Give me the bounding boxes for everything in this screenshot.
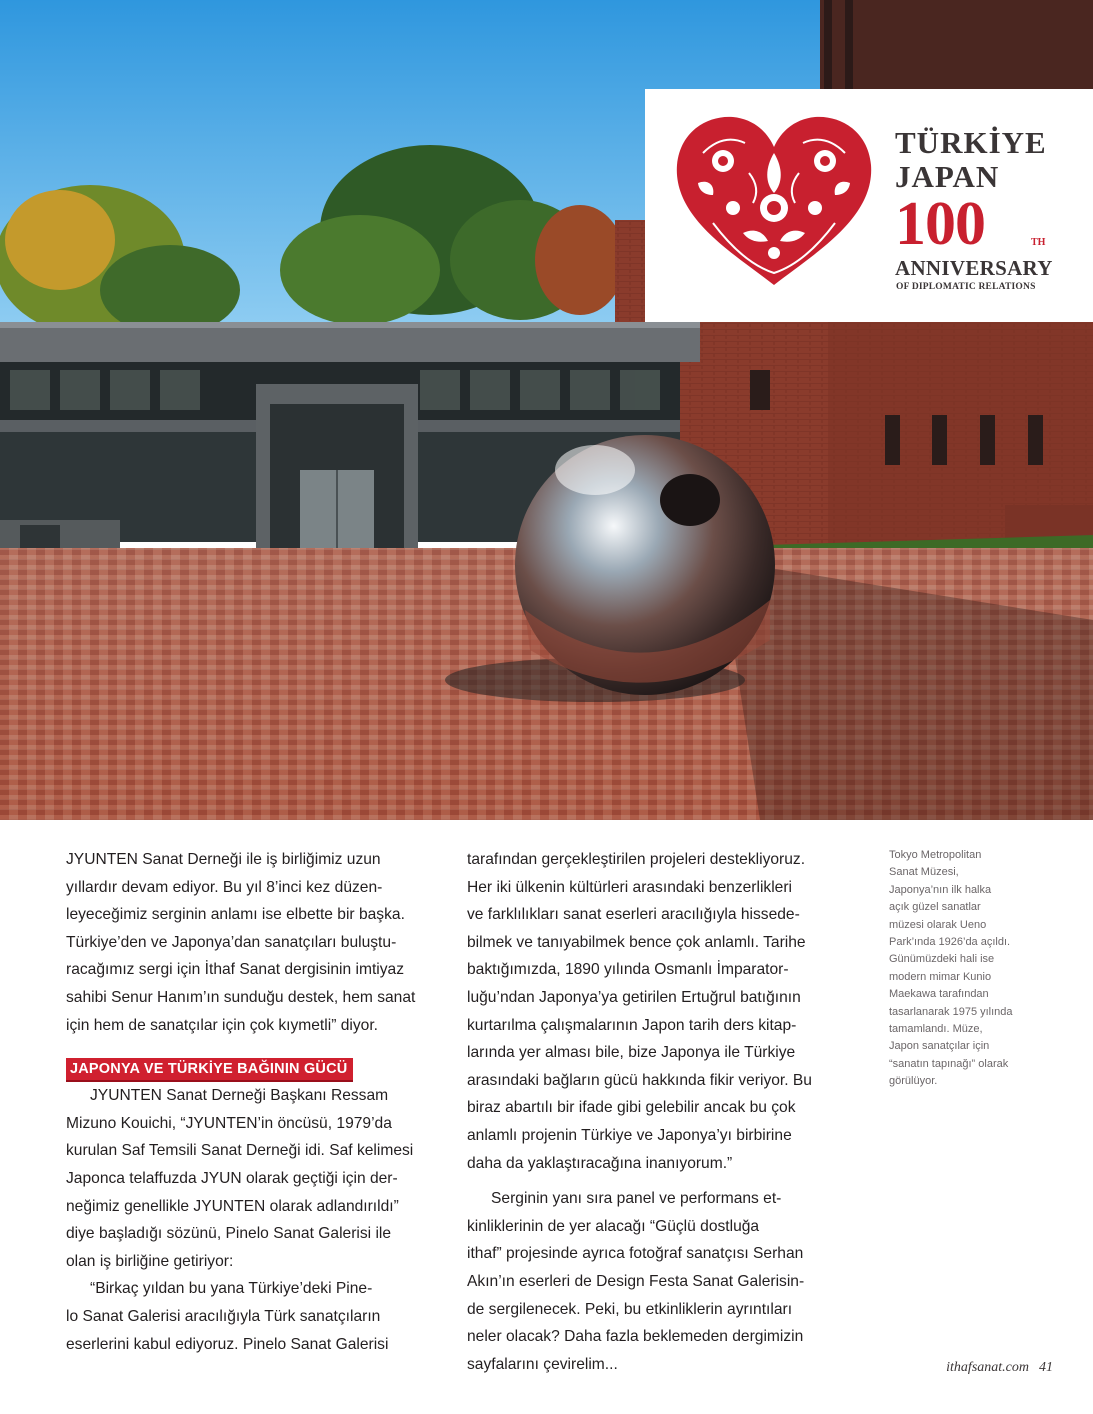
- paragraph: JYUNTEN Sanat Derneği ile iş birliğimiz uzun yıllardır devam ediyor. Bu yıl 8’inci kez düzen- leyeceğimiz serginin anlamı ise elbette bir başka. Türkiye’den ve Japonya’dan sanatçıları buluştu- racağımız sergi için İthaf Sanat dergisinin imtiyaz sahibi Senur Hanım’ın sunduğu destek, hem sanat için hem de sanatçılar için çok kıymetli” diyor.: [66, 851, 416, 1034]
- logo-country-japan: JAPAN: [895, 159, 1000, 194]
- article-column-right: [467, 846, 829, 1378]
- paragraph: JYUNTEN Sanat Derneği Başkanı Ressam Mizuno Kouichi, “JYUNTEN’in öncüsü, 1979’da kurulan Saf Temsili Sanat Derneği idi. Saf kelimesi Japonca telaffuzda JYUN olarak geçtiği için der- neğimiz genellikle JYUNTEN olarak adlandırıldı” diye başladığı sözünü, Pinelo Sanat Galerisi ile olan iş birliğine getiriyor:: [66, 1087, 414, 1270]
- logo-country-turkiye: TÜRKİYE: [895, 125, 1047, 160]
- photo-caption: Tokyo Metropolitan Sanat Müzesi, Japonya’nın ilk halka açık güzel sanatlar müzesi olarak Ueno Park’ında 1926’da açıldı. Günümüzdeki hali ise modern mimar Kunio Maekawa tarafından tasarlanarak 1975 yılında tamamlandı. Müze, Japon sanatçılar için “sanatın tapınağı” olarak görülüyor.: [889, 849, 1013, 1088]
- subheading-wrapper: [66, 1055, 416, 1082]
- article-column-left: [66, 846, 416, 1358]
- logo-anniversary: ANNIVERSARY: [895, 256, 1053, 280]
- footer-site: ithafsanat.com: [946, 1360, 1029, 1375]
- paragraph: Serginin yanı sıra panel ve performans et- kinliklerinin de yer alacağı “Güçlü dostluğa ithaf” projesinde ayrıca fotoğraf sanatçısı Serhan Akın’ın eserleri de Design Festa Sanat Galerisin- de sergilenecek. Peki, bu etkinliklerin ayrıntıları neler olacak? Daha fazla beklemeden dergimizin sayfalarını çevirelim...: [467, 1190, 805, 1373]
- section-subheading: JAPONYA VE TÜRKİYE BAĞININ GÜCÜ: [66, 1058, 353, 1082]
- anniversary-logo: [645, 89, 1093, 322]
- paragraph: tarafından gerçekleştirilen projeleri destekliyoruz. Her iki ülkenin kültürleri arasındaki benzerlikleri ve farklılıkları sanat eserleri aracılığıyla hissede- bilmek ve tanıyabilmek bence çok anlamlı. Tarihe baktığımızda, 1890 yılında Osmanlı İmparator- luğu’ndan Japonya’ya getirilen Ertuğrul batığının kurtarılma çalışmalarının Japon tarih ders kitap- larında yer alması bile, bize Japonya ile Türkiye arasındaki bağların gücü hakkında fikir veriyor. Bu biraz abartılı bir ifade gibi gelebilir ancak bu çok anlamlı projenin Türkiye ve Japonya’yı birbirine daha da yaklaştıracağına inanıyorum.”: [467, 851, 812, 1172]
- heart-ornament-icon: [673, 113, 875, 289]
- logo-diplomatic-relations: OF DIPLOMATIC RELATIONS: [896, 282, 1036, 292]
- logo-number-suffix: TH: [1031, 237, 1046, 248]
- logo-number: 100: [895, 190, 985, 258]
- paragraph: “Birkaç yıldan bu yana Türkiye’deki Pine- lo Sanat Galerisi aracılığıyla Türk sanatçıların eserlerini kabul ediyoruz. Pinelo Sanat Galerisi: [66, 1280, 389, 1353]
- page-footer: [946, 1360, 1053, 1376]
- page-number: 41: [1039, 1360, 1053, 1375]
